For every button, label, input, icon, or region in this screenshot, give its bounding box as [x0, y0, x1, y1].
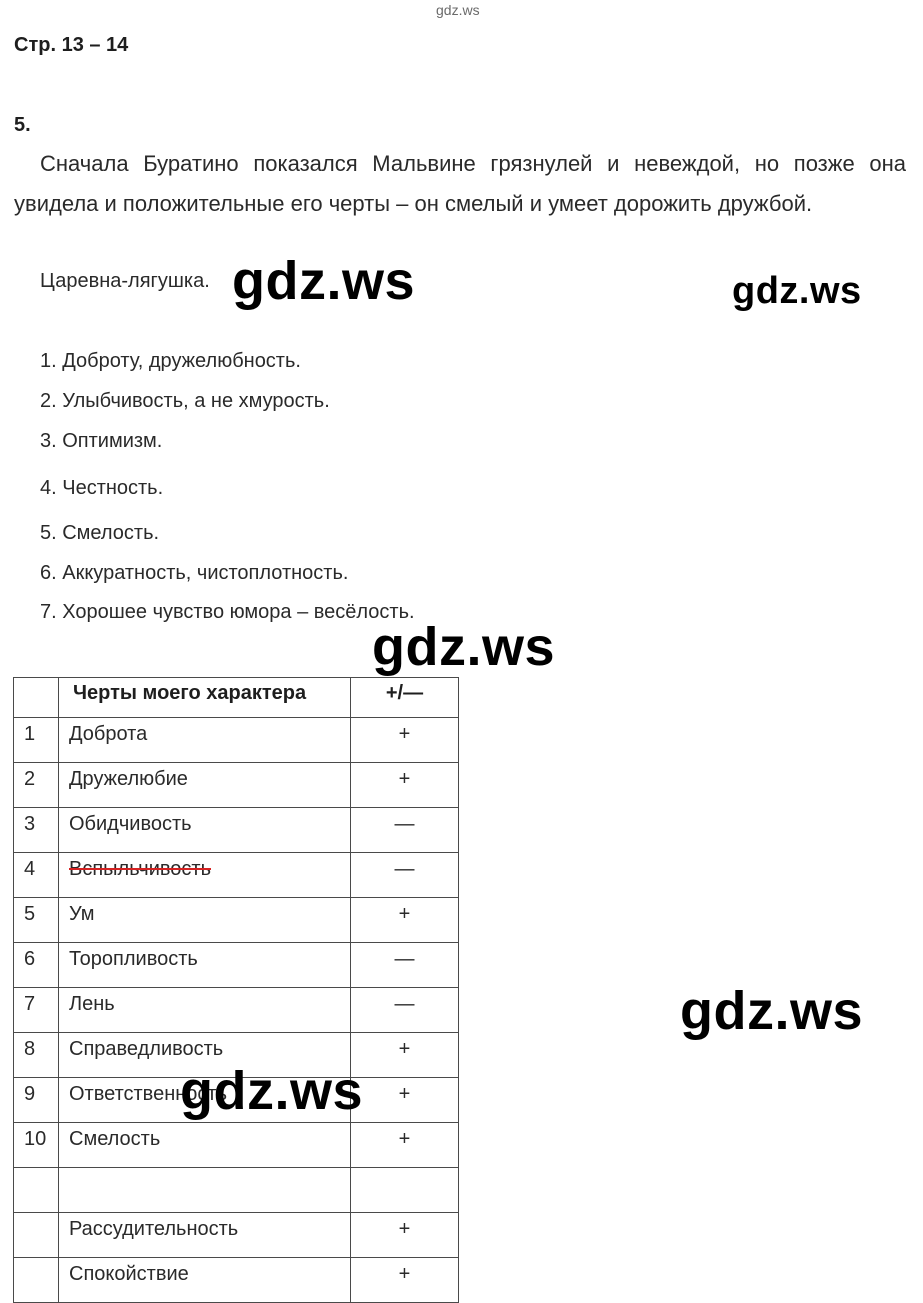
section-subtitle: Царевна-лягушка. — [40, 270, 210, 292]
row-trait: Торопливость — [59, 943, 351, 988]
row-num: 4 — [14, 853, 59, 898]
list-item: 4. Честность. — [40, 477, 164, 499]
header-mark: +/— — [351, 678, 459, 718]
row-mark: + — [351, 1213, 459, 1258]
header-trait: Черты моего характера — [59, 678, 351, 718]
list-item: 7. Хорошее чувство юмора – весёлость. — [40, 601, 415, 623]
row-num: 6 — [14, 943, 59, 988]
row-num: 10 — [14, 1123, 59, 1168]
table-row — [14, 763, 459, 808]
row-mark: + — [351, 898, 459, 943]
row-trait — [59, 853, 351, 898]
row-trait: Лень — [59, 988, 351, 1033]
struck-trait: Вспыльчивость — [69, 858, 211, 880]
list-item: 1. Доброту, дружелюбность. — [40, 350, 301, 372]
row-mark: — — [351, 853, 459, 898]
header-num — [14, 678, 59, 718]
row-mark: + — [351, 1123, 459, 1168]
row-mark: — — [351, 943, 459, 988]
list-item: 6. Аккуратность, чистоплотность. — [40, 562, 349, 584]
row-mark: + — [351, 1033, 459, 1078]
watermark: gdz.ws — [680, 981, 864, 1041]
row-num: 3 — [14, 808, 59, 853]
watermark: gdz.ws — [180, 1061, 364, 1121]
list-item: 2. Улыбчивость, а не хмурость. — [40, 390, 330, 412]
row-num — [14, 1258, 59, 1303]
table-row — [14, 1123, 459, 1168]
row-mark: + — [351, 1078, 459, 1123]
row-num — [14, 1213, 59, 1258]
row-trait: Ответственность — [59, 1078, 351, 1123]
row-mark: — — [351, 988, 459, 1033]
row-mark: + — [351, 1258, 459, 1303]
row-trait: Дружелюбие — [59, 763, 351, 808]
table-header-row — [14, 678, 459, 718]
row-num: 9 — [14, 1078, 59, 1123]
row-trait: Смелость — [59, 1123, 351, 1168]
watermark-top: gdz.ws — [436, 2, 480, 18]
row-trait: Доброта — [59, 718, 351, 763]
table-row — [14, 808, 459, 853]
row-num: 5 — [14, 898, 59, 943]
row-num: 8 — [14, 1033, 59, 1078]
row-trait: Рассудительность — [59, 1213, 351, 1258]
task-paragraph: Сначала Буратино показался Мальвине грязнулей и невеждой, но позже она увидела и положительные его черты – он смелый и умеет дорожить дружбой. — [14, 151, 906, 216]
watermark: gdz.ws — [732, 270, 862, 312]
row-mark: — — [351, 808, 459, 853]
row-trait: Ум — [59, 898, 351, 943]
list-item: 3. Оптимизм. — [40, 430, 163, 452]
row-mark: + — [351, 718, 459, 763]
table-row — [14, 1213, 459, 1258]
row-mark — [351, 1168, 459, 1213]
table-row — [14, 898, 459, 943]
row-num: 7 — [14, 988, 59, 1033]
page-reference: Стр. 13 – 14 — [14, 34, 129, 56]
row-num: 1 — [14, 718, 59, 763]
watermark: gdz.ws — [232, 251, 416, 311]
task-number: 5. — [14, 114, 31, 136]
table-row — [14, 1168, 459, 1213]
table-row — [14, 988, 459, 1033]
list-item: 5. Смелость. — [40, 522, 160, 544]
row-trait — [59, 1168, 351, 1213]
row-trait: Справедливость — [59, 1033, 351, 1078]
row-num: 2 — [14, 763, 59, 808]
table-row — [14, 718, 459, 763]
table-row — [14, 1258, 459, 1303]
row-trait: Спокойствие — [59, 1258, 351, 1303]
row-num — [14, 1168, 59, 1213]
row-trait: Обидчивость — [59, 808, 351, 853]
watermark: gdz.ws — [372, 617, 556, 677]
row-mark: + — [351, 763, 459, 808]
table-row — [14, 853, 459, 898]
table-row — [14, 943, 459, 988]
traits-table — [13, 677, 459, 1303]
